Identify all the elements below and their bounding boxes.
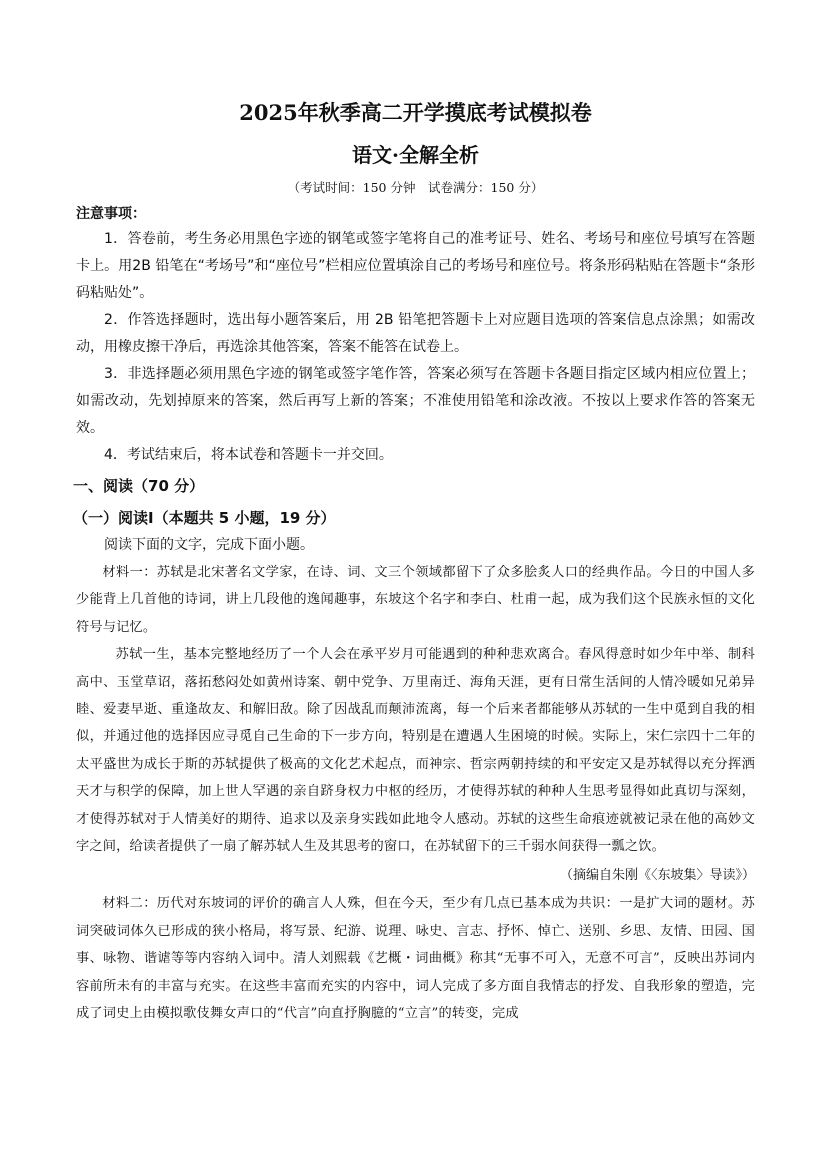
material1-para1: 材料一：苏轼是北宋著名文学家，在诗、词、文三个领域都留下了众多脍炙人口的经典作品。今日的中国人多少能背上几首他的诗词，讲上几段他的逸闻趣事，东坡这个名字和李白、杜甫一起，成为我们这个民族永恒的文化符号与记忆。	[76, 565, 755, 635]
notice-item-2: 2．作答选择题时，选出每小题答案后，用 2B 铅笔把答题卡上对应题目选项的答案信息点涂黑；如需改动，用橡皮擦干净后，再选涂其他答案，答案不能答在试卷上。	[76, 312, 755, 355]
material2-para1: 材料二：历代对东坡词的评价的确言人人殊，但在今天，至少有几点已基本成为共识：一是扩大词的题材。苏词突破词体久已形成的狭小格局，将写景、纪游、说理、咏史、言志、抒怀、悼亡、送别、乡思、友情、田园、国事、咏物、谐谑等等内容纳入词中。清人刘熙载《艺概・词曲概》称其“无事不可入，无意不可言”，反映出苏词内容前所未有的丰富与充实。在这些丰富而充实的内容中，词人完成了多方面自我情志的抒发、自我形象的塑造，完成了词史上由模拟歌伎舞女声口的“代言”向直抒胸臆的“立言”的转变，完成	[76, 896, 755, 1022]
exam-title: 2025年秋季高二开学摸底考试模拟卷	[239, 100, 592, 125]
notice-item-4: 4．考试结束后，将本试卷和答题卡一并交回。	[104, 447, 393, 463]
notice-item-1: 1．答卷前，考生务必用黑色字迹的钢笔或签字笔将自己的准考证号、姓名、考场号和座位号填写在答题卡上。用2B 铅笔在“考场号”和“座位号”栏相应位置填涂自己的考场号和座位号。将条形码粘贴在答题卡“条形码粘贴处”。	[76, 231, 755, 301]
exam-subtitle: 语文·全解全析	[352, 143, 479, 167]
material1-source: （摘编自朱刚《〈东坡集〉导读》）	[559, 868, 755, 884]
material1-para2: 苏轼一生，基本完整地经历了一个人会在承平岁月可能遇到的种种悲欢离合。春风得意时如少年中举、制科高中、玉堂草诏，落拓愁闷处如黄州诗案、朝中党争、万里南迁、海角天涯，更有日常生活间的人情冷暖如兄弟异睦、爱妻早逝、重逢故友、和解旧敌。除了因战乱而颠沛流离，每一个后来者都能够从苏轼的一生中觅到自我的相似，并通过他的选择因应寻觅自己生命的下一步方向，特别是在遭遇人生困境的时候。实际上，宋仁宗四十二年的太平盛世为成长于斯的苏轼提供了极高的文化艺术起点，而神宗、哲宗两朝持续的和平安定又是苏轼得以充分挥洒天才与积学的保障，加上世人罕遇的亲自跻身权力中枢的经历，才使得苏轼的种种人生思考显得如此真切与深刻，才使得苏轼对于人情美好的期待、追求以及亲身实践如此地令人感动。苏轼的这些生命痕迹就被记录在他的高妙文字之间，给读者提供了一扇了解苏轼人生及其思考的窗口，在苏轼留下的三千弱水间获得一瓢之饮。	[76, 647, 755, 855]
reading-instruction: 阅读下面的文字，完成下面小题。	[104, 537, 314, 553]
section-heading: 一、阅读（70 分）	[73, 477, 205, 495]
notice-heading: 注意事项：	[76, 206, 146, 222]
notice-item-3: 3．非选择题必须用黑色字迹的钢笔或签字笔作答，答案必须写在答题卡各题目指定区域内相应位置上；如需改动，先划掉原来的答案，然后再写上新的答案；不准使用铅笔和涂改液。不按以上要求作答的答案无效。	[76, 366, 755, 436]
exam-info: （考试时间：150 分钟 试卷满分：150 分）	[287, 180, 544, 195]
subsection-heading: （一）阅读Ⅰ（本题共 5 小题，19 分）	[73, 509, 336, 527]
